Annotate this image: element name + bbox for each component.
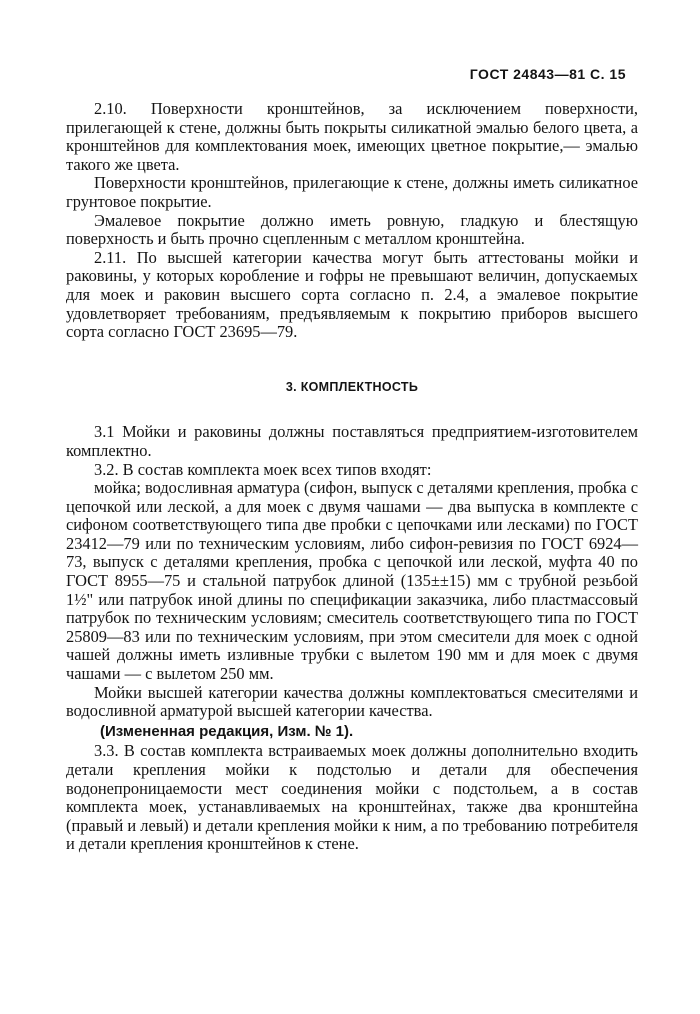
paragraph-3-2: 3.2. В состав комплекта моек всех типов входят:	[94, 459, 432, 479]
section-title: 3. КОМПЛЕКТНОСТЬ	[285, 379, 419, 394]
document-body	[66, 100, 638, 854]
paragraph-2-11: 2.11. По высшей категории качества могут быть аттестованы мойки и раковины, у которых коробление и гофры не превышают величин, допускаемых для моек и раковин высшего сорта согласно п. 2.4, а эмалевое покрытие удовлетворяет требованиям, предъявляемым к покрытию приборов высшего сорта согласно ГОСТ 23695—79.	[66, 247, 638, 342]
amendment-note: (Измененная редакция, Изм. № 1).	[100, 722, 354, 740]
paragraph-enamel-surface: Эмалевое покрытие должно иметь ровную, гладкую и блестящую поверхность и быть прочно сцепленным с металлом кронштейна.	[66, 210, 638, 249]
paragraph-bracket-primer: Поверхности кронштейнов, прилегающие к стене, должны иметь силикатное грунтовое покрытие.	[66, 173, 638, 211]
paragraph-3-1: 3.1 Мойки и раковины должны поставляться предприятием-изготовителем комплектно.	[66, 422, 638, 460]
paragraph-highest-category: Мойки высшей категории качества должны комплектоваться смесителями и водосливной арматурой высшей категории качества.	[66, 682, 638, 721]
paragraph-3-2-list: мойка; водосливная арматура (сифон, выпуск с деталями крепления, пробка с цепочкой или леской, а для моек с двумя чашами — два выпуска в комплекте с сифоном соответствующего типа две пробки с цепочками или лесками) по ГОСТ 23412—79 или по техническим условиям, либо сифон-ревизия по ГОСТ 6924—73, выпуск с деталями крепления, пробка с цепочкой или леской, муфта 40 по ГОСТ 8955—75 и стальной патрубок длиной (135±±15) мм с трубной резьбой 1½" или патрубок иной длины по спецификации заказчика, либо пластмассовый патрубок по техническим условиям; смеситель соответствующего типа по ГОСТ 25809—83 или по техническим условиям, при этом смесители для моек с одной чашей должны иметь изливные трубки с вылетом 190 мм и для моек с двумя чашами — с вылетом 250 мм.	[66, 478, 638, 684]
page-header: ГОСТ 24843—81 С. 15	[469, 66, 626, 82]
paragraph-2-10: 2.10. Поверхности кронштейнов, за исключением поверхности, прилегающей к стене, должны быть покрыты силикатной эмалью белого цвета, а кронштейнов для комплектования моек, имеющих цветное покрытие,— эмалью такого же цвета.	[66, 99, 638, 174]
paragraph-3-3: 3.3. В состав комплекта встраиваемых моек должны дополнительно входить детали крепления мойки к подстолью и детали для обеспечения водонепроницаемости мест соединения мойки с подстольем, а в состав комплекта моек, устанавливаемых на кронштейнах, также два кронштейна (правый и левый) и детали крепления мойки к ним, а по требованию потребителя и детали крепления кронштейнов к стене.	[66, 741, 638, 854]
